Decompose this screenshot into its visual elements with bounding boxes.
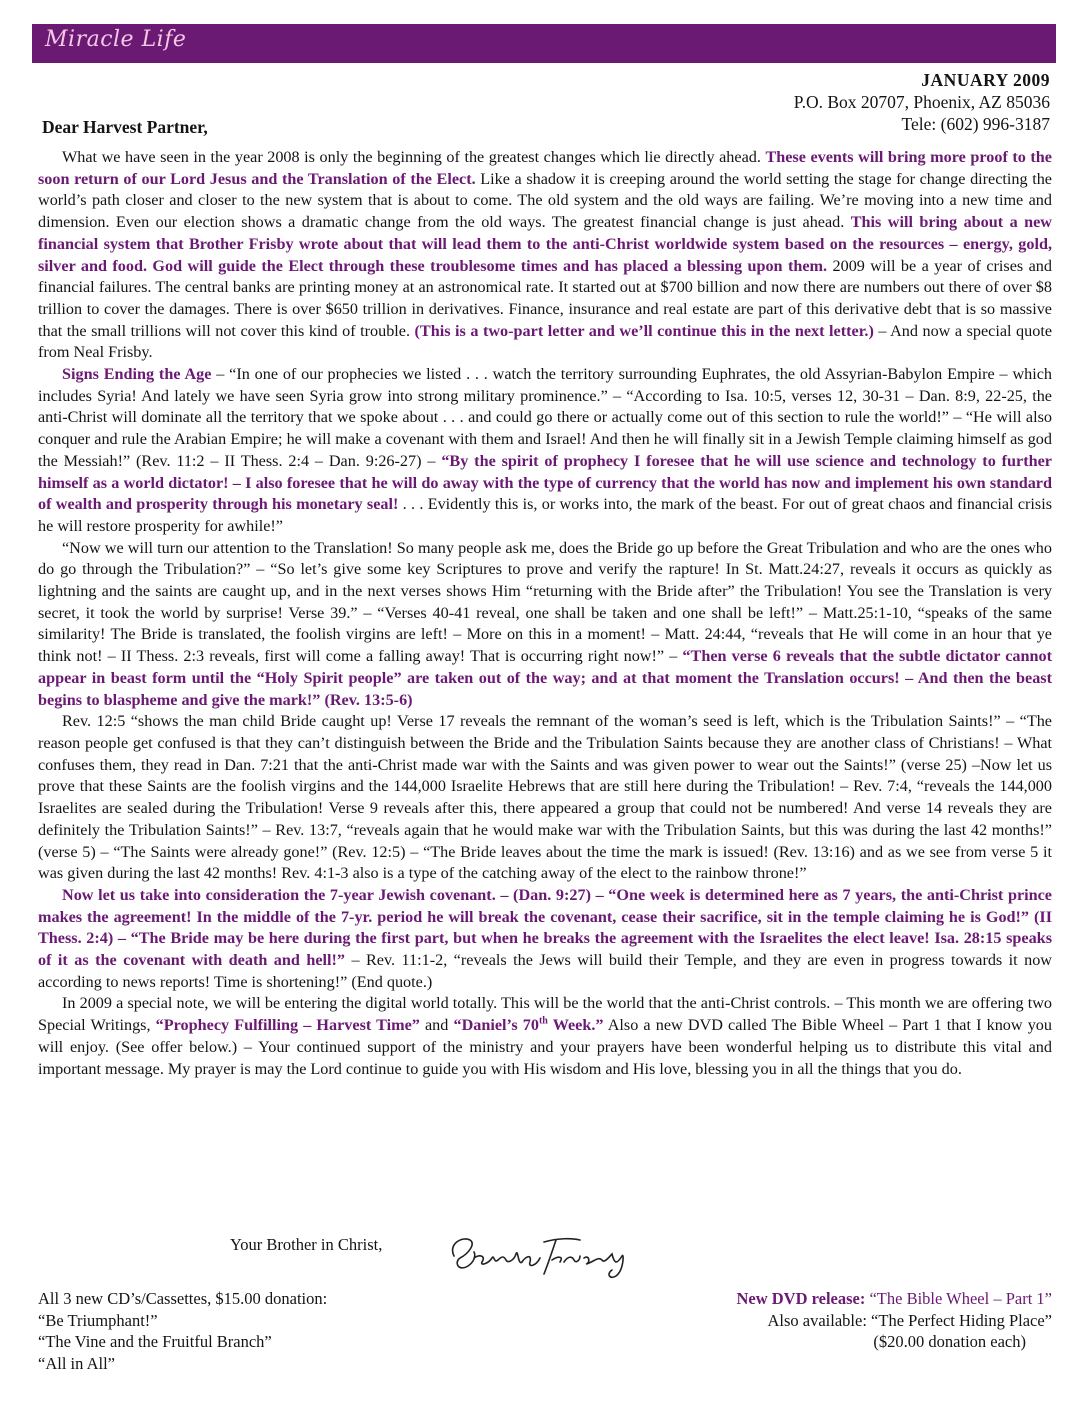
paragraph [38, 364, 1052, 538]
body-text: . . . Evidently this is, or works into, the mark of the beast. For out of great chaos and financial crisis he will restore prosperity for awhile!” [38, 495, 1052, 535]
banner-title: Miracle Life [45, 27, 187, 52]
cd-title: “The Vine and the Fruitful Branch” [38, 1332, 272, 1351]
cd-title: “All in All” [38, 1353, 115, 1373]
body-text: Also a new DVD called The Bible Wheel – Part 1 that I know you will enjoy. (See offer below.) – Your continued support of the ministry and your prayers have been wonderful helping us to distribute this vital and important message. My prayer is may the Lord continue to guide you with His wisdom and His love, blessing you in all the things that you do. [38, 1016, 1052, 1078]
highlighted-text: Now let us take into consideration the 7-year Jewish covenant. – (Dan. 9:27) – “One week is determined here as 7 years, the anti-Christ prince makes the agreement! In the middle of the 7-yr. period he will break the covenant, cease their sacrifice, sit in the temple claiming he is God!” (II Thess. 2:4) – “The Bride may be here during the first part, but when he breaks the agreement with the Israelites the elect leave! Isa. 28:15 speaks of it as the covenant with death and hell!” [38, 885, 1052, 970]
closing-text: Your Brother in Christ, [230, 1235, 383, 1254]
dvd-release-label: New DVD release: [736, 1289, 866, 1308]
body-text: and [419, 1016, 454, 1035]
body-text: – Rev. 11:1-2, “reveals the Jews will build their Temple, and they are even in progress towards it now according to news reports! Time is shortening!” (End quote.) [38, 951, 1052, 991]
highlighted-text: “Daniel’s 70 [453, 1016, 539, 1035]
highlighted-text: These events will bring more proof to the soon return of our Lord Jesus and the Translation of the Elect. [38, 148, 1052, 188]
highlighted-text: “By the spirit of prophecy I foresee that he will use science and technology to further himself as a world dictator! – I also foresee that he will do away with the type of currency that the world has now and implement his own standard of wealth and prosperity through his monetary seal! [38, 451, 1052, 514]
signature-image [440, 1226, 640, 1284]
highlighted-text: “Prophecy Fulfilling – Harvest Time” [155, 1016, 420, 1035]
cd-offer [38, 1288, 327, 1374]
paragraph [38, 538, 1052, 712]
paragraph [38, 711, 1052, 885]
salutation: Dear Harvest Partner, [42, 117, 208, 137]
cd-title: “Be Triumphant!” [38, 1310, 158, 1330]
header-info [794, 69, 1050, 135]
body-text: 2009 will be a year of crises and financial failures. The central banks are printing money at an astronomical rate. It started out at $700 billion and now there are numbers out there of over $8 trillion to cover the damages. There is over $650 trillion in derivatives. Finance, insurance and real estate are part of this derivative debt that is so massive that the small trillions will not cover this kind of trouble. [38, 256, 1052, 340]
letter-body [38, 147, 1052, 1080]
dvd-offer [736, 1288, 1052, 1353]
phone-number: Tele: (602) 996-3187 [901, 114, 1050, 134]
dvd-price: ($20.00 donation each) [873, 1332, 1026, 1351]
body-text: What we have seen in the year 2008 is only the beginning of the greatest changes which lie directly ahead. [62, 148, 766, 166]
mailing-address: P.O. Box 20707, Phoenix, AZ 85036 [793, 92, 1050, 112]
also-available: Also available: “The Perfect Hiding Place” [767, 1310, 1052, 1330]
letter-date: JANUARY 2009 [921, 70, 1050, 90]
paragraph [38, 885, 1052, 994]
highlighted-text: This will bring about a new financial system that Brother Frisby wrote about that will lead them to the anti-Christ worldwide system based on the resources – energy, gold, silver and food. God will guide the Elect through these troublesome times and has placed a blessing upon them. [38, 213, 1052, 275]
body-text: In 2009 a special note, we will be entering the digital world totally. This will be the world that the anti-Christ controls. – This month we are offering two Special Writings, [38, 994, 1052, 1035]
dvd-title: “The Bible Wheel – Part 1” [869, 1289, 1052, 1308]
body-text: – And now a special quote from Neal Frisby. [38, 321, 1053, 362]
header-banner [32, 24, 1056, 63]
body-text: “Now we will turn our attention to the Translation! So many people ask me, does the Bride go up before the Great Tribulation and who are the ones who do go through the Tribulation?” – “So let’s give some key Scriptures to prove and verify the rapture! In St. Matt.24:27, reveals it occurs as quickly as lightning and the saints are caught up, and in the next verses shows Him “returning with the Bride after” the Tribulation! You see the Translation is very secret, it took the world by surprise! Verse 39.” – “Verses 40-41 reveal, one shall be taken and one shall be left!” – Matt.25:1-10, “speaks of the same similarity! The Bride is translated, the foolish virgins are left! – More on this in a moment! – Matt. 24:44, “reveals that He will come in an hour that ye think not! – II Thess. 2:3 reveals, first will come a falling away! That is occurring right now!” – [38, 538, 1052, 666]
body-text: Like a shadow it is creeping around the world setting the stage for change directing the world’s path closer and closer to the new system that is about to come. The old system and the old ways are failing. We’re moving into a new time and dimension. Even our election shows a dramatic change from the old ways. The greatest financial change is just ahead. [38, 169, 1052, 232]
highlighted-text: th [538, 1015, 548, 1027]
cd-offer-title: All 3 new CD’s/Cassettes, $15.00 donation: [38, 1289, 328, 1308]
highlighted-text: “Then verse 6 reveals that the subtle dictator cannot appear in beast form until the “Holy Spirit people” are taken out of the way; and at that moment the Translation occurs! – And then the beast begins to blaspheme and give the mark!” (Rev. 13:5-6) [38, 647, 1052, 709]
body-text: – “In one of our prophecies we listed . . . watch the territory surrounding Euphrates, the old Assyrian-Babylon Empire – which includes Syria! And lately we have seen Syria grow into strong military prominence.” – “According to Isa. 10:5, verses 12, 30-31 – Dan. 8:9, 22-25, the anti-Christ will dominate all the territory that we spoke about . . . and could go there or actually come out of this section to rule the world!” – “He will also conquer and rule the Arabian Empire; he will make a covenant with them and Israel! And then he will finally sit in a Jewish Temple claiming himself as god the Messiah!” (Rev. 11:2 – II Thess. 2:4 – Dan. 9:26-27) – [38, 365, 1053, 470]
highlighted-text: Signs Ending the Age [62, 365, 212, 384]
body-text: Rev. 12:5 “shows the man child Bride caught up! Verse 17 reveals the remnant of the woman’s seed is left, which is the Tribulation Saints!” – “The reason people get confused is that they can’t distinguish between the Bride and the Tribulation Saints because they are another class of Christians! – What confuses them, they read in Dan. 7:21 that the anti-Christ made war with the Saints and was given power to wear out the Saints!” (verse 25) –Now let us prove that these Saints are the foolish virgins and the 144,000 Israelite Hebrews that are still here during the Tribulation! – Rev. 7:4, “reveals the 144,000 Israelites are sealed during the Tribulation! Verse 9 reveals after this, there appeared a group that could not be numbered! And verse 14 reveals they are definitely the Tribulation Saints!” – Rev. 13:7, “reveals again that he would make war with the Tribulation Saints, but this was during the last 42 months!” (verse 5) – “The Saints were already gone!” (Rev. 12:5) – “The Bride leaves about the time the mark is issued! (Rev. 13:16) and as we see from verse 5 it was given during the last 42 months! Rev. 4:1-3 also is a type of the catching away of the elect to the rainbow throne!” [38, 712, 1052, 883]
highlighted-text: (This is a two-part letter and we’ll continue this in the next letter.) [414, 321, 874, 340]
dvd-release [736, 1288, 1052, 1310]
highlighted-text: Week.” [547, 1016, 604, 1035]
paragraph [38, 147, 1052, 364]
paragraph [38, 993, 1052, 1080]
